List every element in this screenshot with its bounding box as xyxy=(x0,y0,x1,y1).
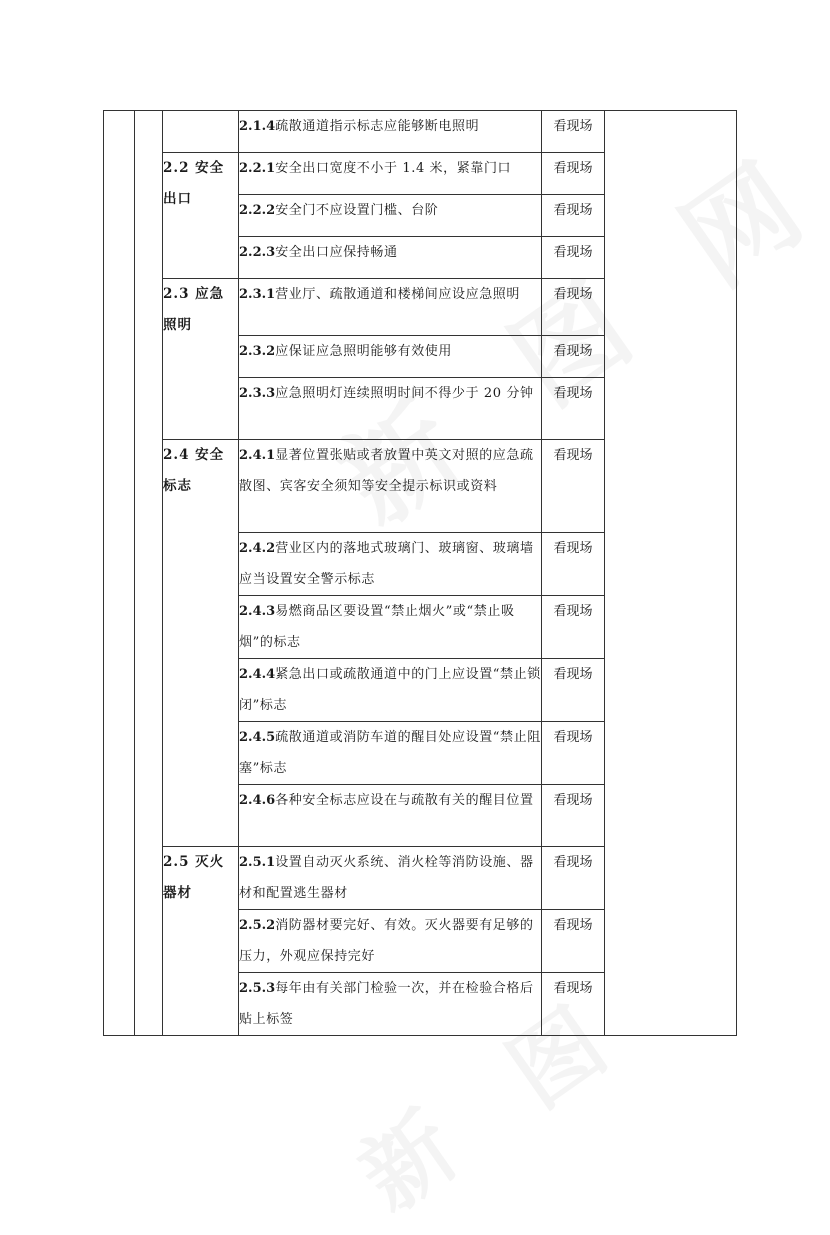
item-text: 应急照明灯连续照明时间不得少于 20 分钟 xyxy=(275,386,534,401)
item-text: 疏散通道指示标志应能够断电照明 xyxy=(275,119,480,134)
method-cell: 看现场 xyxy=(542,785,605,847)
method-cell: 看现场 xyxy=(542,973,605,1036)
category-cell xyxy=(163,111,239,153)
item-text: 营业区内的落地式玻璃门、玻璃窗、玻璃墙应当设置安全警示标志 xyxy=(239,541,534,587)
item-cell xyxy=(239,440,542,533)
item-text: 易燃商品区要设置“禁止烟火”或“禁止吸烟”的标志 xyxy=(239,604,515,650)
item-text: 设置自动灭火系统、消火栓等消防设施、器材和配置逃生器材 xyxy=(239,855,534,901)
method-cell: 看现场 xyxy=(542,596,605,659)
item-number: 2.3.2 xyxy=(239,344,276,359)
item-cell xyxy=(239,378,542,440)
item-number: 2.4.4 xyxy=(239,667,276,682)
item-number: 2.5.2 xyxy=(239,918,276,933)
item-number: 2.2.1 xyxy=(239,161,276,176)
item-number: 2.5.3 xyxy=(239,981,276,996)
item-text: 消防器材要完好、有效。灭火器要有足够的压力，外观应保持完好 xyxy=(239,918,534,964)
item-number: 2.3.1 xyxy=(239,287,276,302)
item-cell xyxy=(239,973,542,1036)
item-cell xyxy=(239,237,542,279)
method-cell: 看现场 xyxy=(542,336,605,378)
category-cell: 2.5 灭火器材 xyxy=(163,847,239,1036)
remark-cell xyxy=(605,111,737,1036)
item-number: 2.4.2 xyxy=(239,541,276,556)
method-cell: 看现场 xyxy=(542,237,605,279)
item-cell xyxy=(239,195,542,237)
method-cell: 看现场 xyxy=(542,153,605,195)
method-cell: 看现场 xyxy=(542,910,605,973)
method-cell: 看现场 xyxy=(542,378,605,440)
method-cell: 看现场 xyxy=(542,279,605,336)
item-number: 2.4.3 xyxy=(239,604,276,619)
method-cell: 看现场 xyxy=(542,847,605,910)
blank-cell xyxy=(135,111,163,1036)
item-text: 安全出口宽度不小于 1.4 米，紧靠门口 xyxy=(275,161,512,176)
item-number: 2.1.4 xyxy=(239,119,276,134)
item-text: 安全门不应设置门槛、台阶 xyxy=(275,203,439,218)
item-text: 疏散通道或消防车道的醒目处应设置“禁止阻塞”标志 xyxy=(239,730,541,776)
item-text: 显著位置张贴或者放置中英文对照的应急疏散图、宾客安全须知等安全提示标识或资料 xyxy=(239,448,534,494)
method-cell: 看现场 xyxy=(542,722,605,785)
category-cell: 2.4 安全标志 xyxy=(163,440,239,847)
item-cell xyxy=(239,153,542,195)
item-text: 各种安全标志应设在与疏散有关的醒目位置 xyxy=(275,793,534,808)
method-cell: 看现场 xyxy=(542,440,605,533)
item-cell xyxy=(239,279,542,336)
inspection-table xyxy=(103,110,737,1036)
item-number: 2.4.1 xyxy=(239,448,276,463)
item-number: 2.2.3 xyxy=(239,245,276,260)
item-text: 每年由有关部门检验一次，并在检验合格后贴上标签 xyxy=(239,981,534,1027)
blank-cell xyxy=(104,111,135,1036)
category-cell: 2.2 安全出口 xyxy=(163,153,239,279)
item-cell xyxy=(239,596,542,659)
item-cell xyxy=(239,533,542,596)
item-text: 营业厅、疏散通道和楼梯间应设应急照明 xyxy=(275,287,521,302)
item-text: 紧急出口或疏散通道中的门上应设置“禁止锁闭”标志 xyxy=(239,667,541,713)
item-number: 2.4.6 xyxy=(239,793,276,808)
item-cell xyxy=(239,910,542,973)
item-number: 2.5.1 xyxy=(239,855,276,870)
item-cell xyxy=(239,659,542,722)
method-cell: 看现场 xyxy=(542,533,605,596)
item-number: 2.2.2 xyxy=(239,203,276,218)
item-text: 安全出口应保持畅通 xyxy=(275,245,398,260)
method-cell: 看现场 xyxy=(542,111,605,153)
table-row xyxy=(104,111,737,153)
item-cell xyxy=(239,785,542,847)
item-text: 应保证应急照明能够有效使用 xyxy=(275,344,453,359)
category-cell: 2.3 应急照明 xyxy=(163,279,239,440)
item-number: 2.3.3 xyxy=(239,386,276,401)
item-cell xyxy=(239,847,542,910)
item-cell xyxy=(239,336,542,378)
item-cell xyxy=(239,722,542,785)
item-cell xyxy=(239,111,542,153)
method-cell: 看现场 xyxy=(542,659,605,722)
method-cell: 看现场 xyxy=(542,195,605,237)
item-number: 2.4.5 xyxy=(239,730,276,745)
